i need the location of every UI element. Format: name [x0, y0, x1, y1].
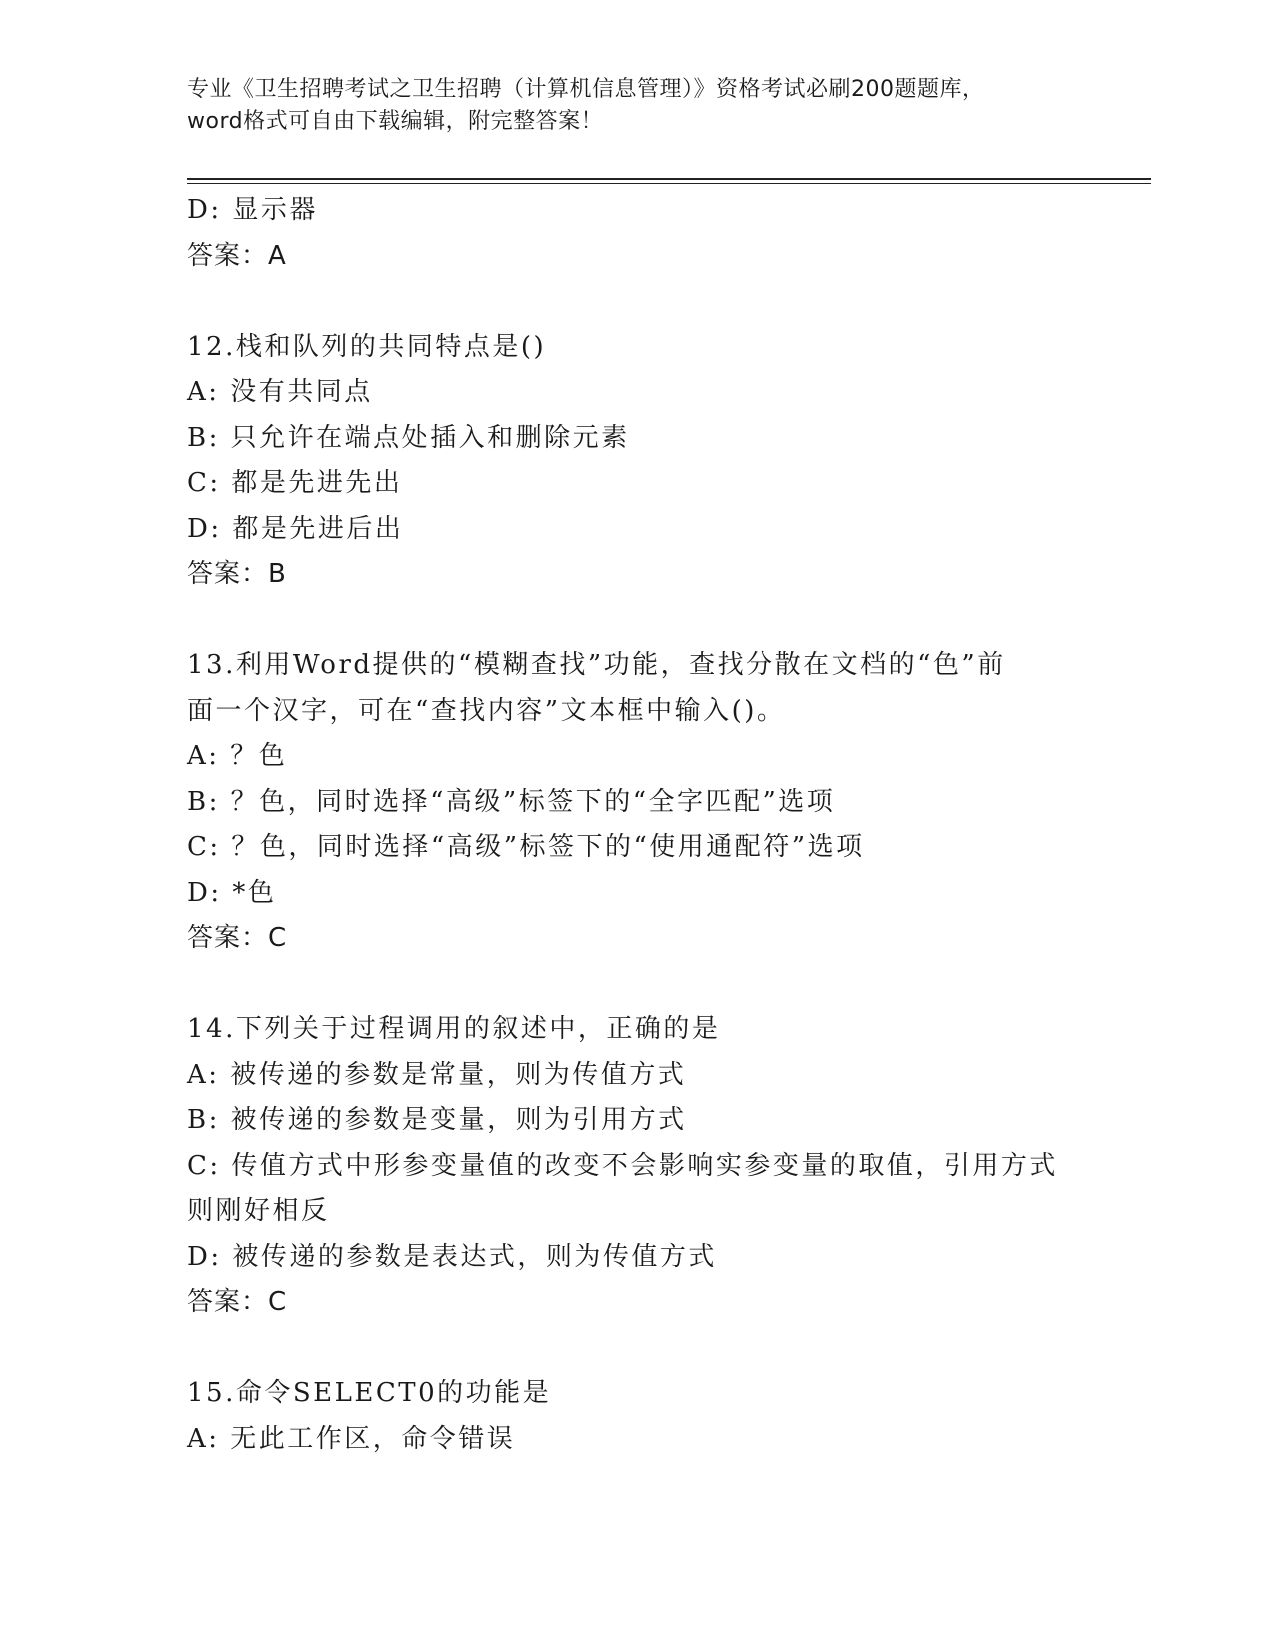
- option-b: B: 只允许在端点处插入和删除元素: [187, 422, 630, 453]
- answer-line: 答案：A: [187, 240, 287, 271]
- option-b: B: ？色，同时选择“高级”标签下的“全字匹配”选项: [187, 786, 836, 817]
- header-divider-thin: [187, 183, 1151, 184]
- question-block-13: [187, 643, 1087, 962]
- option-d: D: *色: [187, 877, 277, 908]
- question-block-12: [187, 325, 1087, 598]
- option-a: A: 无此工作区，命令错误: [187, 1423, 516, 1454]
- question-content: [187, 188, 1087, 1462]
- option-d: D: 都是先进后出: [187, 513, 404, 544]
- option-a: A: 没有共同点: [187, 377, 373, 407]
- header-title-line-1: 专业《卫生招聘考试之卫生招聘（计算机信息管理）》资格考试必刷200题题库，: [187, 77, 985, 102]
- block-spacer: [187, 598, 1087, 644]
- answer-line: 答案：C: [187, 1287, 288, 1317]
- answer-line: 答案：C: [187, 923, 288, 953]
- block-spacer: [187, 962, 1087, 1008]
- option-c: C: 都是先进先出: [187, 468, 403, 498]
- option-d: D: 显示器: [187, 195, 318, 225]
- option-c: C: 传值方式中形参变量值的改变不会影响实参变量的取值，引用方式: [187, 1150, 1058, 1181]
- question-block-11: [187, 188, 1087, 279]
- option-b: B: 被传递的参数是变量，则为引用方式: [187, 1105, 687, 1135]
- document-header: [187, 74, 1087, 138]
- option-c: C: ？色，同时选择“高级”标签下的“使用通配符”选项: [187, 832, 865, 862]
- option-a: A: 被传递的参数是常量，则为传值方式: [187, 1059, 687, 1090]
- question-stem: 14.下列关于过程调用的叙述中，正确的是: [187, 1014, 721, 1044]
- answer-line: 答案：B: [187, 559, 287, 589]
- question-stem: 15.命令SELECT0的功能是: [187, 1378, 552, 1408]
- option-c-continued: 则刚好相反: [187, 1196, 330, 1226]
- block-spacer: [187, 279, 1087, 325]
- header-title-line-2: word格式可自由下载编辑，附完整答案！: [187, 109, 604, 134]
- question-stem: 12.栈和队列的共同特点是(): [187, 331, 547, 362]
- question-block-14: [187, 1007, 1087, 1326]
- question-stem: 13.利用Word提供的“模糊查找”功能，查找分散在文档的“色”前: [187, 650, 1006, 680]
- option-a: A: ？色: [187, 741, 288, 771]
- option-d: D: 被传递的参数是表达式，则为传值方式: [187, 1241, 717, 1272]
- question-block-15: [187, 1371, 1087, 1462]
- header-divider-thick: [187, 178, 1151, 180]
- block-spacer: [187, 1326, 1087, 1372]
- question-stem-continued: 面一个汉字，可在“查找内容”文本框中输入()。: [187, 695, 786, 726]
